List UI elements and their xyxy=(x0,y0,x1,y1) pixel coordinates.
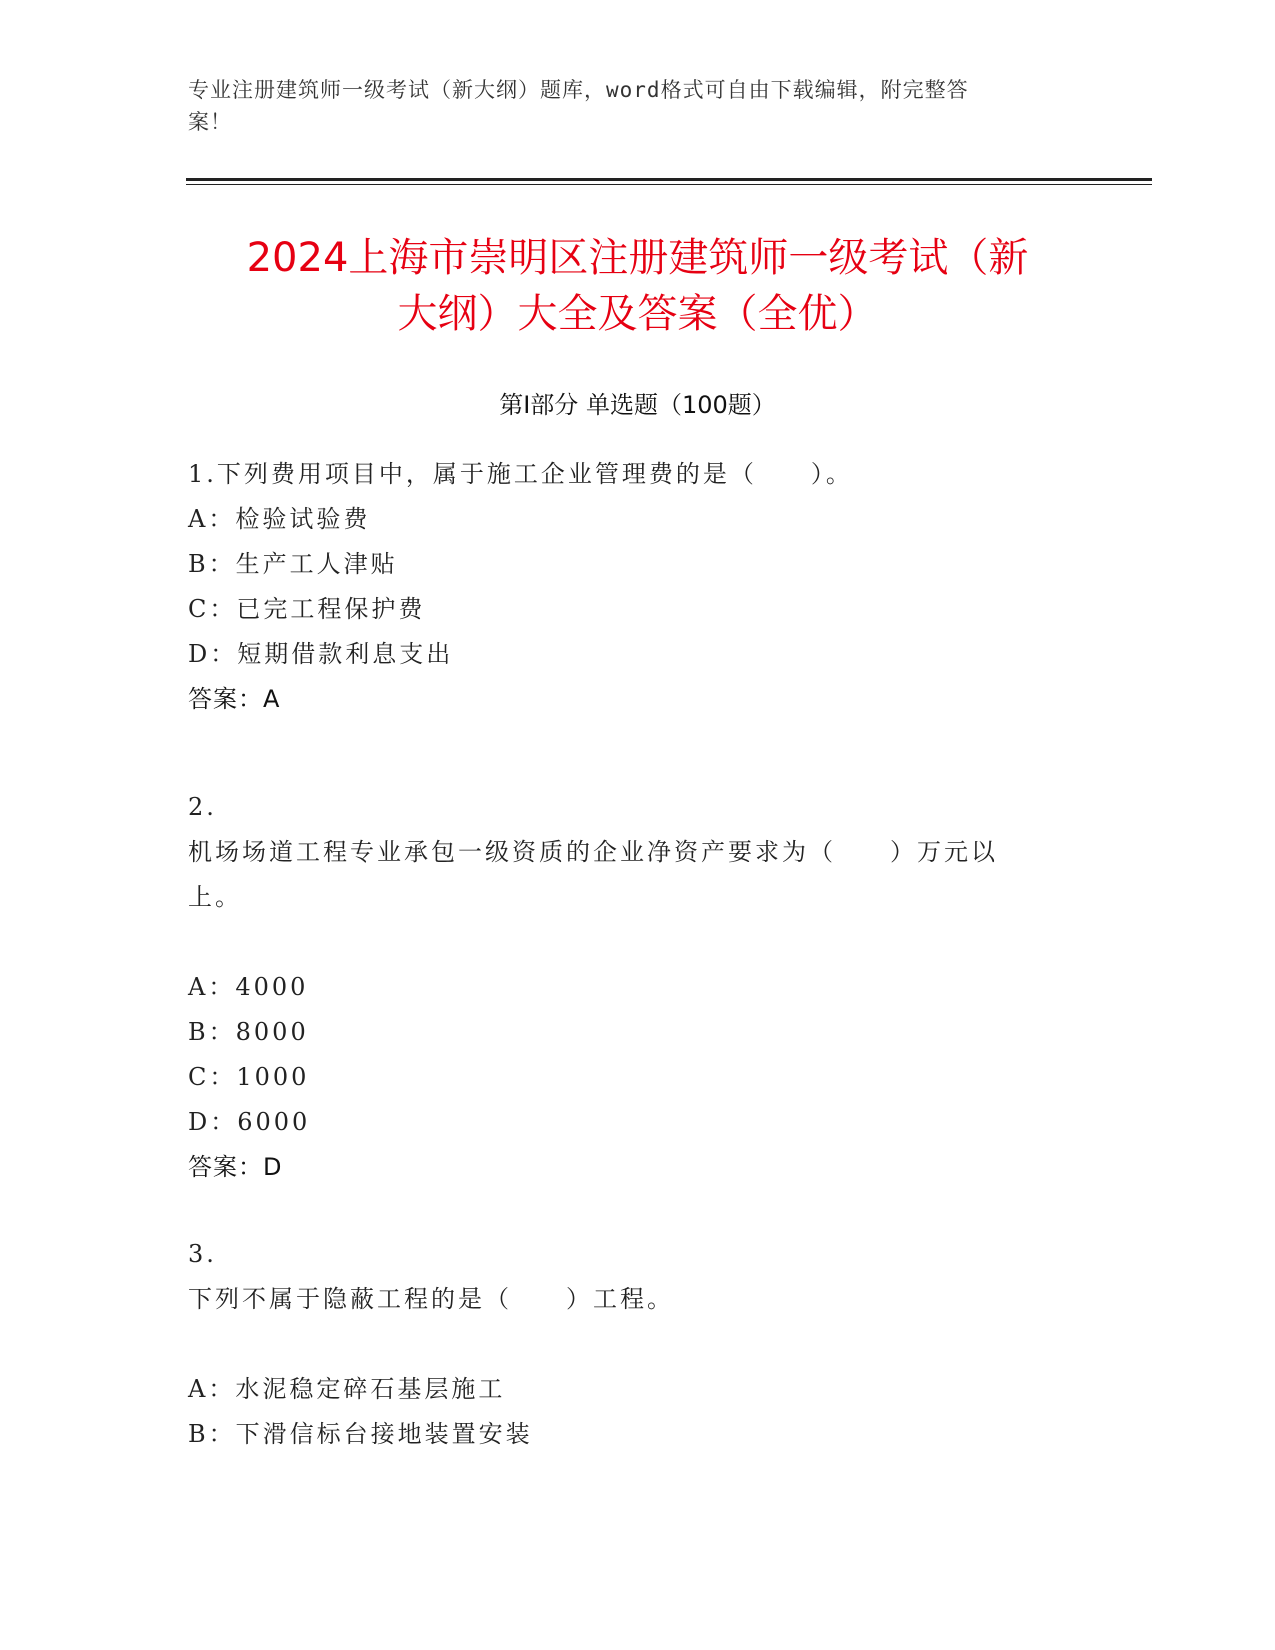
question-text: 下列不属于隐蔽工程的是（ ）工程。 xyxy=(188,1285,674,1313)
question-number: 3. xyxy=(188,1240,217,1268)
document-title xyxy=(150,230,1125,342)
question-3 xyxy=(188,1232,1068,1457)
option-d: D：6000 xyxy=(188,1108,311,1136)
question-number: 1. xyxy=(188,460,217,488)
title-line: 2024上海市崇明区注册建筑师一级考试（新 xyxy=(246,235,1029,281)
header-divider xyxy=(186,178,1152,181)
question-text: 下列费用项目中，属于施工企业管理费的是（ ）。 xyxy=(216,460,853,488)
answer: 答案：D xyxy=(188,1153,283,1181)
header-note-line: 专业注册建筑师一级考试（新大纲）题库，word格式可自由下载编辑，附完整答 xyxy=(188,78,969,102)
option-b: B：8000 xyxy=(188,1018,309,1046)
option-a: A：检验试验费 xyxy=(188,505,371,533)
question-number: 2. xyxy=(188,793,217,821)
header-note-line: 案！ xyxy=(188,110,232,134)
option-b: B：生产工人津贴 xyxy=(188,550,398,578)
option-c: C：1000 xyxy=(188,1063,310,1091)
spacer xyxy=(188,1322,1068,1367)
title-line: 大纲）大全及答案（全优） xyxy=(397,291,878,337)
question-text: 上。 xyxy=(188,883,242,911)
question-text: 机场场道工程专业承包一级资质的企业净资产要求为（ ）万元以 xyxy=(188,838,998,866)
option-a: A：4000 xyxy=(188,973,309,1001)
question-stem xyxy=(188,452,1068,497)
answer: 答案：A xyxy=(188,685,281,713)
option-d: D：短期借款利息支出 xyxy=(188,640,454,668)
question-1 xyxy=(188,452,1068,722)
section-title: 第Ⅰ部分 单选题（100题） xyxy=(499,391,776,419)
question-2 xyxy=(188,785,1068,1190)
header-divider xyxy=(186,184,1152,185)
spacer xyxy=(188,920,1068,965)
header-note xyxy=(188,74,1068,138)
option-c: C：已完工程保护费 xyxy=(188,595,426,623)
option-a: A：水泥稳定碎石基层施工 xyxy=(188,1375,506,1403)
option-b: B：下滑信标台接地装置安装 xyxy=(188,1420,533,1448)
